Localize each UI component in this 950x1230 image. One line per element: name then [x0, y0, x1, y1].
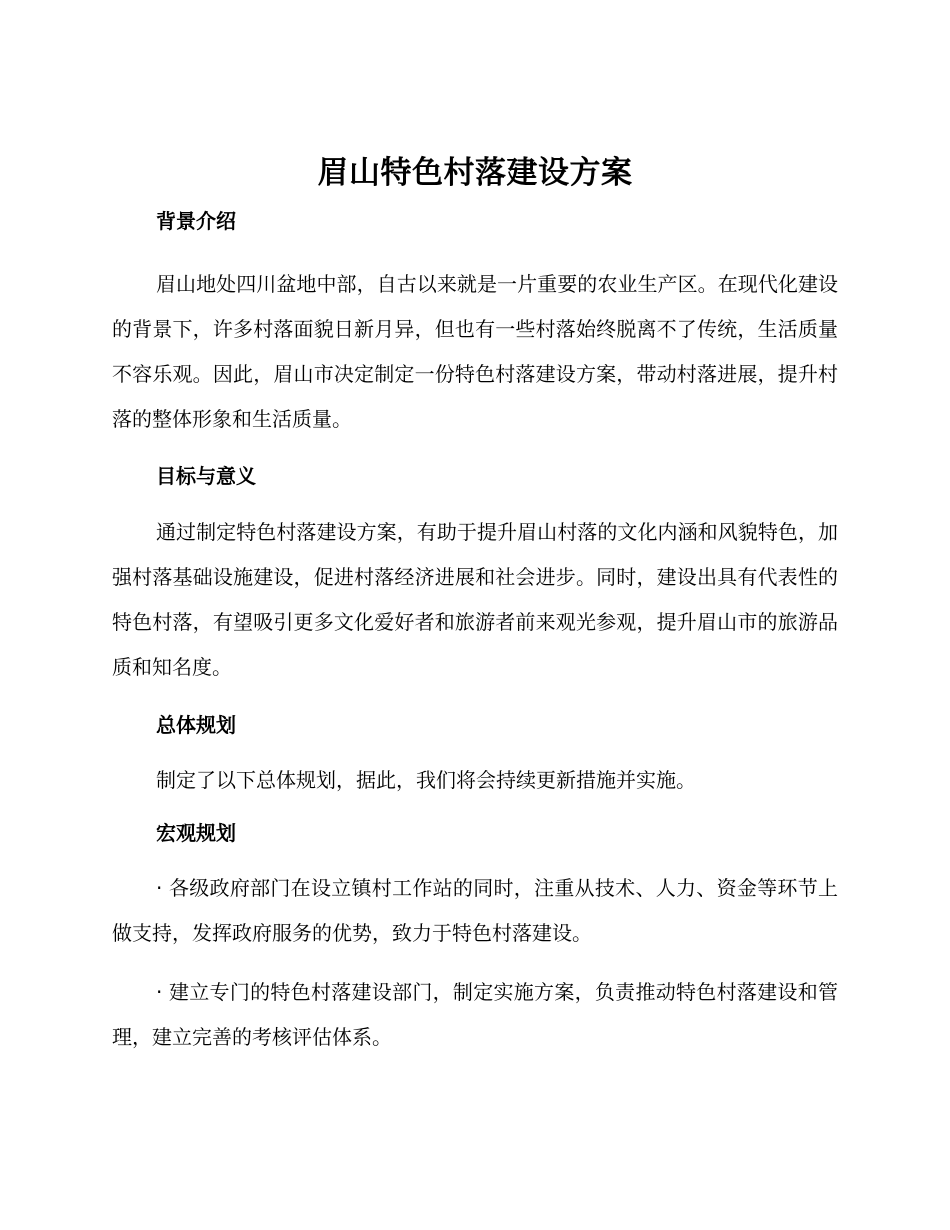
paragraph-goals: 通过制定特色村落建设方案，有助于提升眉山村落的文化内涵和风貌特色，加强村落基础设施建设，促进村落经济进展和社会进步。同时，建设出具有代表性的特色村落，有望吸引更多文化爱好者和旅游者前来观光参观，提升眉山市的旅游品质和知名度。	[112, 520, 838, 679]
section-heading-macro-plan: 宏观规划	[156, 821, 236, 845]
section-heading-overall-plan: 总体规划	[156, 713, 236, 737]
paragraph-background: 眉山地处四川盆地中部，自古以来就是一片重要的农业生产区。在现代化建设的背景下，许多村落面貌日新月异，但也有一些村落始终脱离不了传统，生活质量不容乐观。因此，眉山市决定制定一份特色村落建设方案，带动村落进展，提升村落的整体形象和生活质量。	[112, 272, 838, 431]
bullet-item-dedicated-department: · 建立专门的特色村落建设部门，制定实施方案，负责推动特色村落建设和管理，建立完善的考核评估体系。	[112, 980, 838, 1049]
section-heading-goals: 目标与意义	[156, 464, 256, 488]
bullet-item-government-support: · 各级政府部门在设立镇村工作站的同时，注重从技术、人力、资金等环节上做支持，发挥政府服务的优势，致力于特色村落建设。	[112, 876, 838, 945]
paragraph-overall-plan: 制定了以下总体规划，据此，我们将会持续更新措施并实施。	[156, 768, 696, 792]
document-title: 眉山特色村落建设方案	[317, 155, 633, 191]
section-heading-background: 背景介绍	[156, 209, 236, 233]
